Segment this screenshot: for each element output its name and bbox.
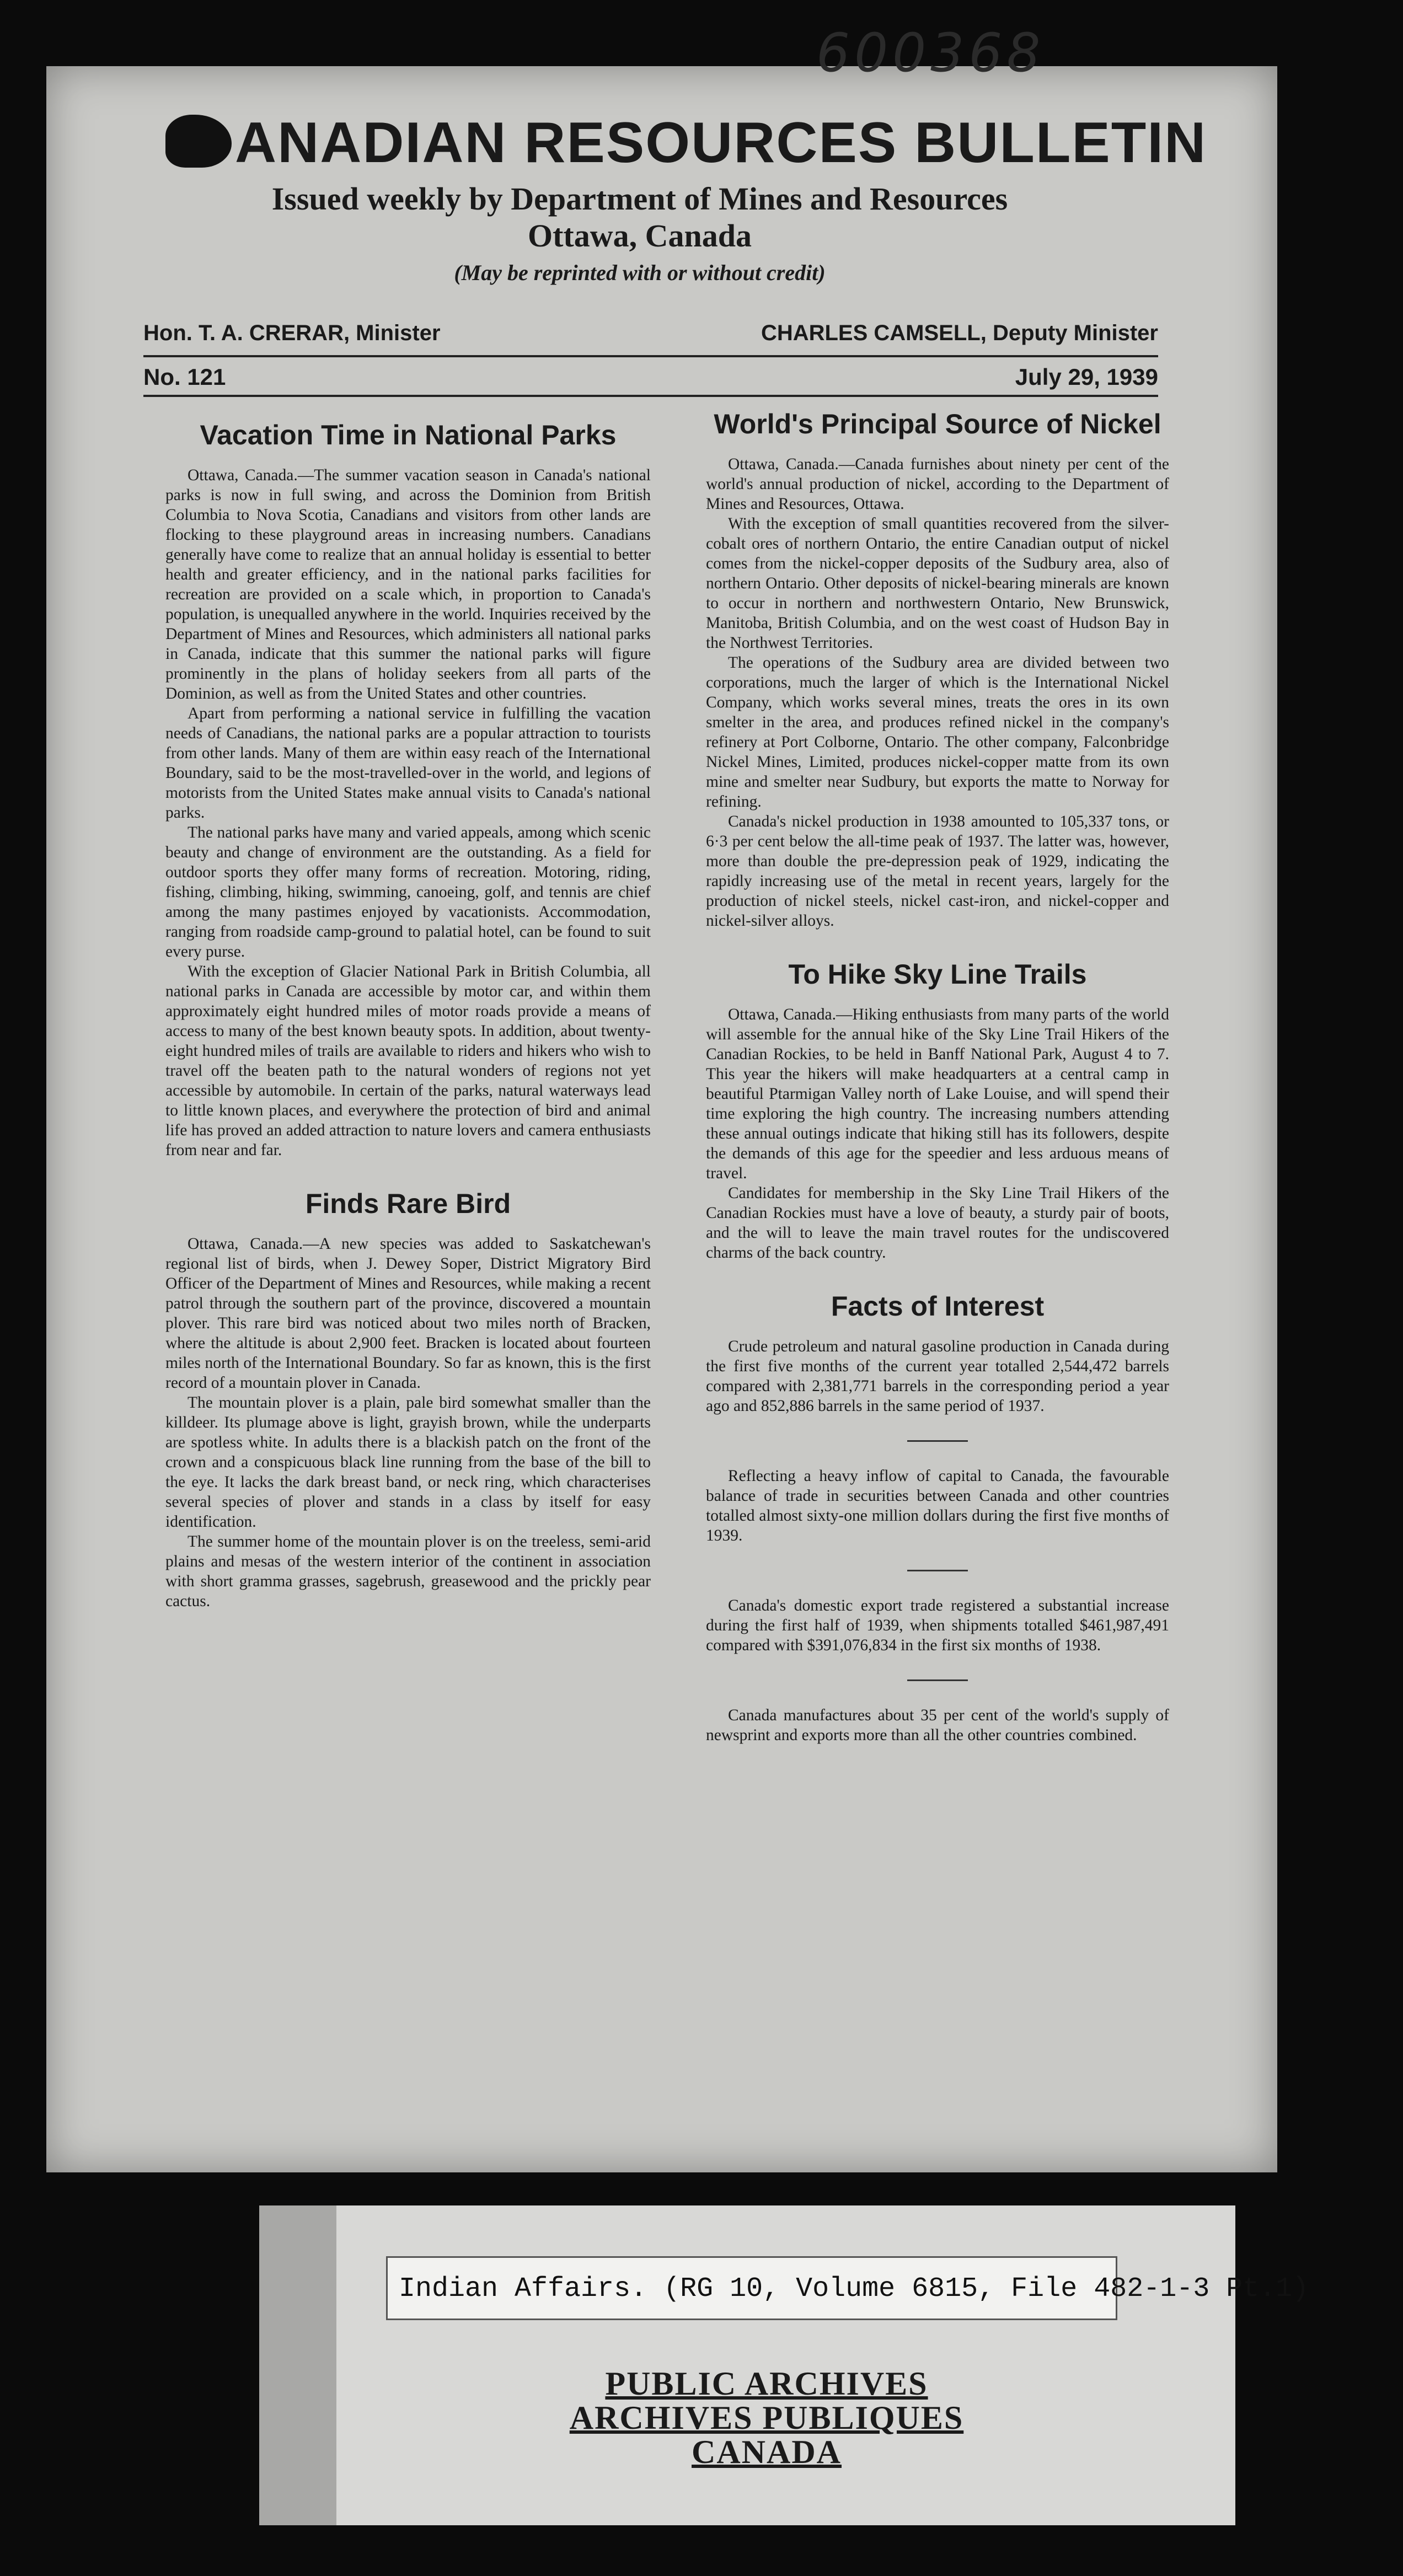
issue-rule	[143, 395, 1158, 397]
deputy-minister-name: CHARLES CAMSELL, Deputy Minister	[761, 321, 1158, 345]
article-paragraph: Apart from performing a national service in fulfilling the vacation needs of Canadians, the national parks are a popular attraction to tourists from other lands. Many of them are within easy reach of the International Boundary, said to be the most-travelled-over in the world, and legions of motorists from the United States make annual visits to Canada's national parks.	[165, 705, 651, 822]
bulletin-subtitle: Issued weekly by Department of Mines and Resources	[271, 181, 1008, 217]
masthead	[165, 110, 1207, 286]
article-paragraph: The operations of the Sudbury area are divided between two corporations, much the larger of which is the International Nickel Company, which works several mines, treats the ores in its own smelter in the area, and produces refined nickel in the company's refinery at Port Colborne, Ontario. The other company, Falconbridge Nickel Mines, Limited, produces nickel-copper matte from its own mine and smelter near Sudbury, but exports the matte to Norway for refining.	[706, 654, 1169, 811]
canada-map-icon	[165, 115, 232, 168]
bulletin-title	[165, 110, 1207, 176]
stamp-line: CANADA	[692, 2434, 842, 2470]
article-paragraph: Ottawa, Canada.—Hiking enthusiasts from many parts of the world will assemble for the annual hike of the Sky Line Trail Hikers of the Canadian Rockies, to be held in Banff National Park, August 4 to 7. This year the hikers will make headquarters at a central camp in beautiful Ptarmigan Valley north of Lake Louise, and will spend their time exploring the high country. The increasing numbers attending these annual outings indicate that hiking still has its followers, despite the demands of this age for the speedier and less arduous means of travel.	[706, 1006, 1169, 1182]
minister-row	[143, 321, 1158, 352]
article-title: Facts of Interest	[831, 1291, 1045, 1322]
stamp-line: PUBLIC ARCHIVES	[605, 2365, 928, 2402]
fact-paragraph: Canada's domestic export trade registered a substantial increase during the first half of 1939, when shipments totalled $461,987,491 compared with $391,076,834 in the first six months of 1938.	[706, 1597, 1169, 1654]
left-column	[165, 419, 651, 1611]
archive-reference-label	[386, 2256, 1309, 2320]
article-title: World's Principal Source of Nickel	[714, 409, 1161, 439]
fact-separator	[907, 1679, 968, 1681]
archive-reference-text: Indian Affairs. (RG 10, Volume 6815, File 482-1-3 Pt.1)	[399, 2273, 1309, 2305]
article-paragraph: The mountain plover is a plain, pale bird somewhat smaller than the killdeer. Its plumage above is light, grayish brown, while the underparts are spotless white. In adults there is a blackish patch on the front of the crown and a conspicuous black line running from the base of the bill to the eye. It lacks the dark breast band, or neck ring, which characterises several species of plover and stands in a class by itself for easy identification.	[165, 1394, 651, 1531]
issue-date: July 29, 1939	[1015, 364, 1158, 390]
article-paragraph: Candidates for membership in the Sky Line Trail Hikers of the Canadian Rockies must have a love of beauty, a sturdy pair of boots, and the will to leave the main travel routes for the undiscovered charms of the back country.	[706, 1184, 1169, 1262]
article-paragraph: With the exception of Glacier National Park in British Columbia, all national parks in Canada are accessible by motor car, and within them approximately eight hundred miles of motor roads provide a means of access to many of the best known beauty spots. In addition, about twenty-eight hundred miles of trails are available to riders and hikers who wish to travel off the beaten path to the natural wonders of regions not yet accessible by automobile. In certain of the parks, natural waterways lead to little known places, and everywhere the protection of bird and animal life has proved an added attraction to nature lovers and camera enthusiasts from near and far.	[165, 963, 651, 1159]
article-paragraph: Ottawa, Canada.—The summer vacation season in Canada's national parks is now in full swing, and across the Dominion from British Columbia to Nova Scotia, Canadians and visitors from other lands are flocking to these playground areas in increasing numbers. Canadians generally have come to realize that an annual holiday is essential to better health and greater efficiency, and in the national parks facilities for recreation are provided on a scale which, in proportion to Canada's population, is unequalled anywhere in the world. Inquiries received by the Department of Mines and Resources, which administers all national parks in Canada, indicate that this summer the national parks will figure prominently in the plans of holiday seekers from all parts of the Dominion, as well as from the United States and other countries.	[165, 466, 651, 702]
article-title: Vacation Time in National Parks	[200, 420, 617, 450]
handwritten-number: 600368	[816, 22, 1045, 84]
article-paragraph: The national parks have many and varied appeals, among which scenic beauty and change of environment are the outstanding. As a field for outdoor sports they offer many forms of recreation. Motoring, riding, fishing, climbing, hiking, swimming, canoeing, golf, and tennis are chief among the many pastimes enjoyed by vacationists. Accommodation, ranging from roadside camp-ground to palatial hotel, can be found to suit every purse.	[165, 824, 651, 960]
article-paragraph: Ottawa, Canada.—Canada furnishes about ninety per cent of the world's annual production of nickel, according to the Department of Mines and Resources, Ottawa.	[706, 455, 1169, 513]
fact-paragraph: Canada manufactures about 35 per cent of the world's supply of newsprint and exports more than all the other countries combined.	[706, 1706, 1169, 1744]
reprint-credit: (May be reprinted with or without credit)	[454, 260, 826, 285]
issue-number: No. 121	[143, 364, 226, 390]
article-paragraph: The summer home of the mountain plover is on the treeless, semi-arid plains and mesas of the western interior of the continent in association with short gramma grasses, sagebrush, greasewood and the prickly pear cactus.	[165, 1533, 651, 1610]
minister-name: Hon. T. A. CRERAR, Minister	[143, 321, 441, 345]
stamp-line: ARCHIVES PUBLIQUES	[569, 2400, 964, 2436]
title-rest: ANADIAN RESOURCES BULLETIN	[235, 111, 1207, 175]
issue-row	[143, 364, 1158, 395]
article-title: To Hike Sky Line Trails	[788, 959, 1087, 990]
fact-separator	[907, 1570, 968, 1571]
article-paragraph: With the exception of small quantities recovered from the silver-cobalt ores of northern Ontario, the entire Canadian output of nickel comes from the nickel-copper deposits of the Sudbury area, also of northern Ontario. Other deposits of nickel-bearing minerals are known to occur in northern and northwestern Ontario, New Brunswick, Manitoba, British Columbia, and on the west coast of Hudson Bay in the Northwest Territories.	[706, 515, 1169, 652]
article-paragraph: Canada's nickel production in 1938 amounted to 105,337 tons, or 6·3 per cent below the all-time peak of 1937. The latter was, however, more than double the pre-depression peak of 1929, indicating the rapidly increasing use of the metal in recent years, largely for the production of nickel steels, nickel cast-iron, and nickel-copper and nickel-silver alloys.	[706, 813, 1169, 930]
fact-paragraph: Crude petroleum and natural gasoline production in Canada during the first five months of the current year totalled 2,544,472 barrels compared with 2,381,771 barrels in the corresponding period a year ago and 852,886 barrels in the same period of 1937.	[706, 1338, 1169, 1415]
header-rule	[143, 355, 1158, 357]
article-paragraph: Ottawa, Canada.—A new species was added to Saskatchewan's regional list of birds, when J. Dewey Soper, District Migratory Bird Officer of the Department of Mines and Resources, while making a recent patrol through the southern part of the province, discovered a mountain plover. This rare bird was noticed about two miles north of Bracken, where the altitude is about 2,900 feet. Bracken is located about fourteen miles north of the International Boundary. So far as known, this is the first record of a mountain plover in Canada.	[165, 1235, 651, 1392]
bulletin-city: Ottawa, Canada	[527, 218, 752, 254]
fact-paragraph: Reflecting a heavy inflow of capital to Canada, the favourable balance of trade in securities between Canada and other countries totalled almost sixty-one million dollars during the first five months of 1939.	[706, 1467, 1169, 1544]
archives-stamp	[551, 2366, 982, 2469]
fact-separator	[907, 1440, 968, 1442]
article-title: Finds Rare Bird	[305, 1188, 511, 1219]
right-column	[706, 408, 1169, 1745]
